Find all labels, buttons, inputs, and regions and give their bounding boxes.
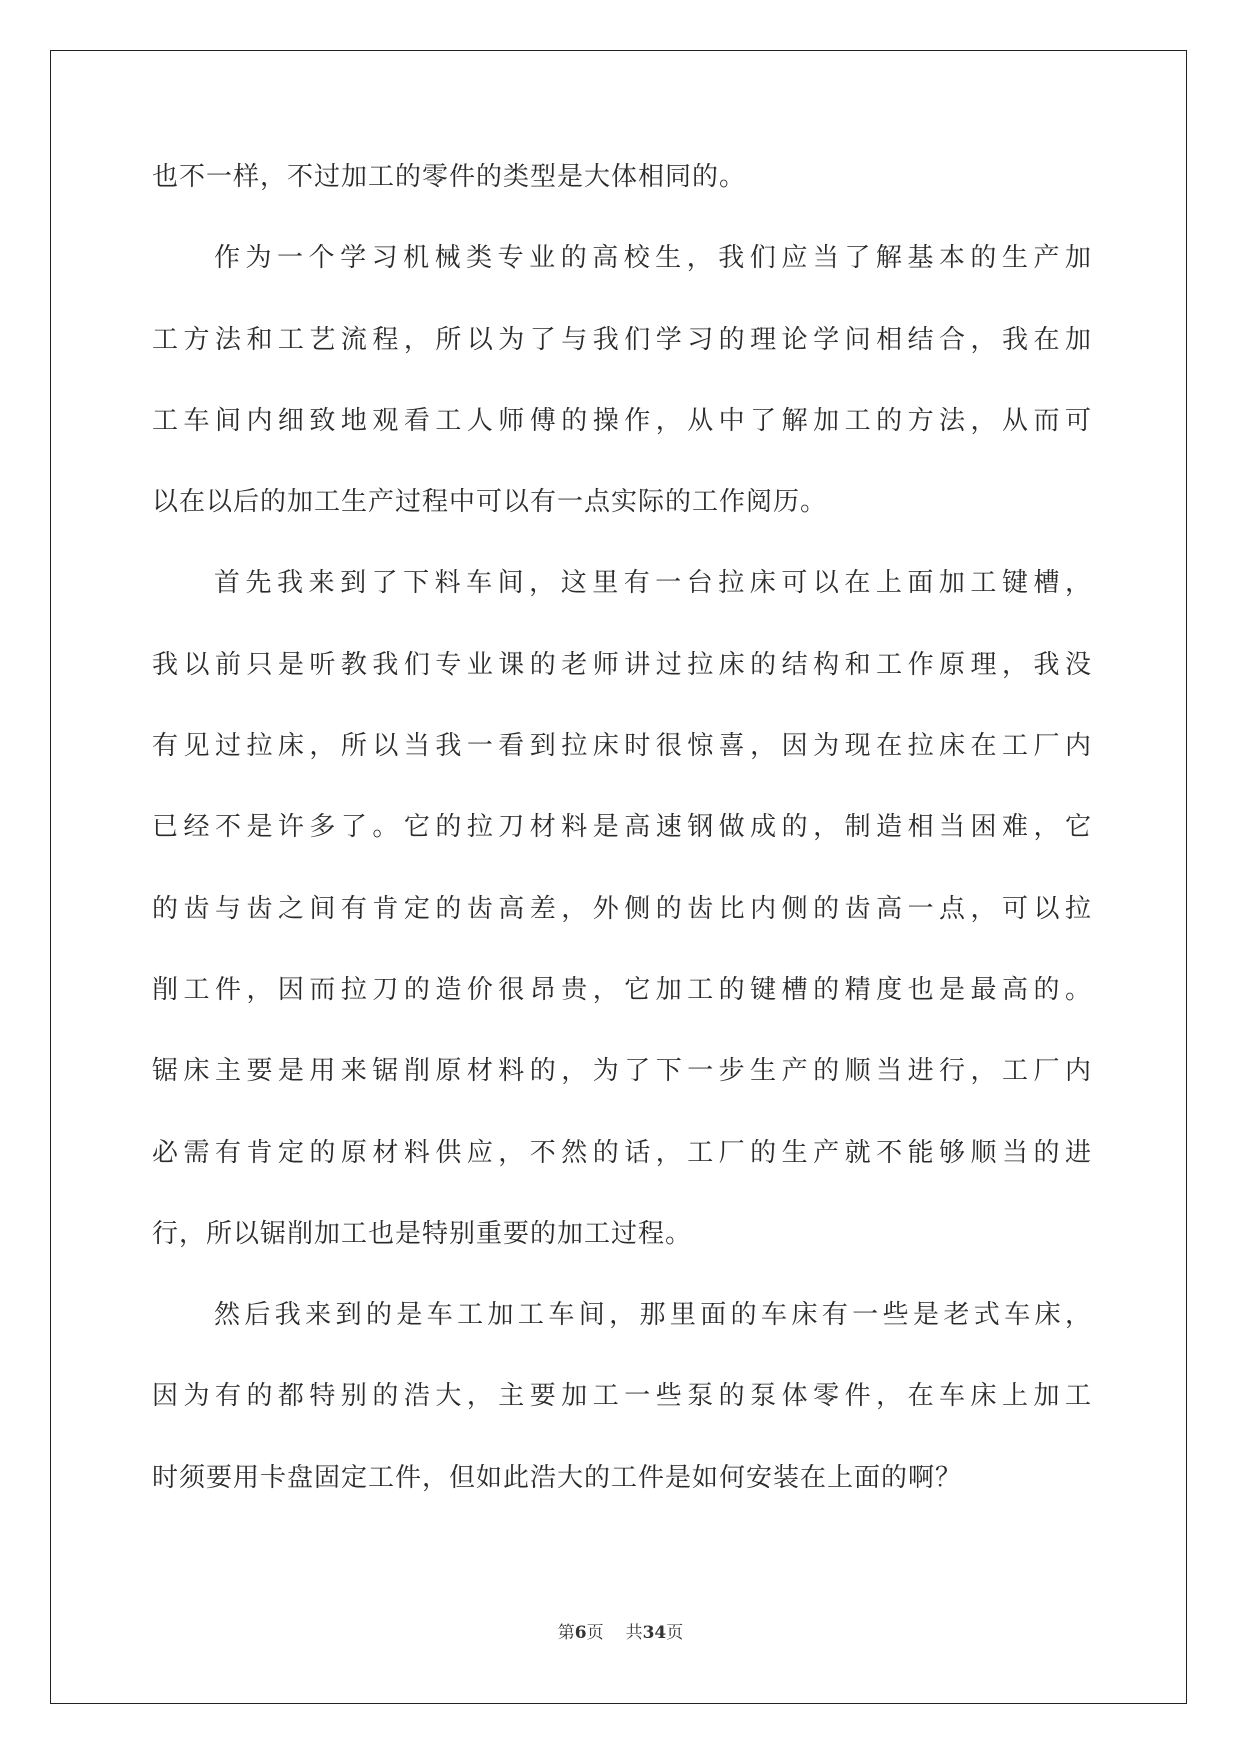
text-line: 时须要用卡盘固定工件，但如此浩大的工件是如何安装在上面的啊？ xyxy=(152,1462,963,1493)
text-line: 因为有的都特别的浩大，主要加工一些泵的泵体零件，在车床上加工 xyxy=(152,1381,1092,1412)
footer-prefix: 第 xyxy=(557,1623,575,1643)
text-line: 工车间内细致地观看工人师傅的操作，从中了解加工的方法，从而可 xyxy=(152,405,1092,436)
footer-page-suffix: 页 xyxy=(586,1623,604,1643)
footer-total-suffix: 页 xyxy=(666,1623,684,1643)
total-pages: 34 xyxy=(642,1623,667,1643)
text-line: 削工件，因而拉刀的造价很昂贵，它加工的键槽的精度也是最高的。 xyxy=(152,974,1092,1005)
text-line: 以在以后的加工生产过程中可以有一点实际的工作阅历。 xyxy=(152,487,828,518)
text-line: 的齿与齿之间有肯定的齿高差，外侧的齿比内侧的齿高一点，可以拉 xyxy=(152,893,1092,924)
text-line: 行，所以锯削加工也是特别重要的加工过程。 xyxy=(152,1218,693,1249)
text-line: 已经不是许多了。它的拉刀材料是高速钢做成的，制造相当困难，它 xyxy=(152,812,1092,843)
text-line: 锯床主要是用来锯削原材料的，为了下一步生产的顺当进行，工厂内 xyxy=(152,1056,1092,1087)
text-line: 我以前只是听教我们专业课的老师讲过拉床的结构和工作原理，我没 xyxy=(152,649,1092,680)
text-line: 必需有肯定的原材料供应，不然的话，工厂的生产就不能够顺当的进 xyxy=(152,1137,1092,1168)
text-line: 工方法和工艺流程，所以为了与我们学习的理论学问相结合，我在加 xyxy=(152,324,1092,355)
text-line: 也不一样，不过加工的零件的类型是大体相同的。 xyxy=(152,162,747,192)
page-number: 6 xyxy=(574,1623,587,1643)
paragraph-first-line: 然后我来到的是车工加工车间，那里面的车床有一些是老式车床， xyxy=(214,1300,1092,1331)
paragraph-first-line: 首先我来到了下料车间，这里有一台拉床可以在上面加工键槽， xyxy=(214,568,1092,599)
document-body xyxy=(152,158,1092,1540)
paragraph-first-line: 作为一个学习机械类专业的高校生，我们应当了解基本的生产加 xyxy=(214,243,1092,274)
page-footer xyxy=(0,1618,1241,1643)
footer-total-prefix: 共 xyxy=(625,1623,643,1643)
text-line: 有见过拉床，所以当我一看到拉床时很惊喜，因为现在拉床在工厂内 xyxy=(152,731,1092,762)
